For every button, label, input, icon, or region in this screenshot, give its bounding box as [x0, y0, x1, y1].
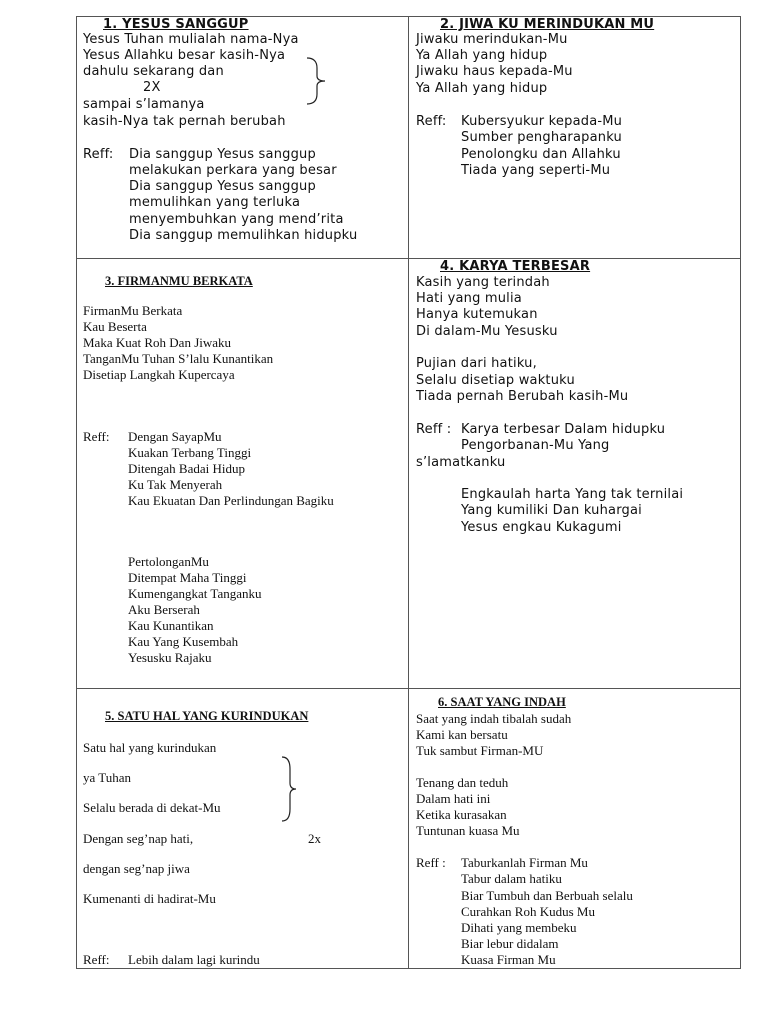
- song-1-reff-label: Reff:: [83, 147, 114, 162]
- song-3-reff-line: Kau Ekuatan Dan Perlindungan Bagiku: [128, 493, 334, 508]
- song-2-line: Ya Allah yang hidup: [416, 48, 548, 63]
- song-2-line: Ya Allah yang hidup: [416, 81, 548, 96]
- song-6-line: Ketika kurasakan: [416, 807, 507, 822]
- song-3-reff2-line: Ditempat Maha Tinggi: [128, 570, 247, 585]
- song-2-line: Jiwaku merindukan-Mu: [416, 32, 568, 47]
- song-5-reff-line: Lebih dalam lagi kurindu: [128, 952, 260, 967]
- song-4-reff-line: s’lamatkanku: [416, 455, 506, 470]
- song-3-reff-label: Reff:: [83, 429, 110, 444]
- song-6-reff-line: Dihati yang membeku: [461, 920, 577, 935]
- song-2-line: Jiwaku haus kepada-Mu: [416, 64, 573, 79]
- song-1-reff-line: memulihkan yang terluka: [129, 195, 301, 210]
- song-1-cell: [83, 16, 403, 256]
- song-6-line: Tuk sambut Firman-MU: [416, 743, 544, 758]
- song-6-line: Saat yang indah tibalah sudah: [416, 711, 572, 726]
- song-1-reff-line: Dia sanggup memulihkan hidupku: [129, 228, 358, 243]
- song-1-reff-line: menyembuhkan yang mend’rita: [129, 212, 344, 227]
- song-2-reff-label: Reff:: [416, 114, 447, 129]
- song-5-repeat: 2x: [308, 831, 321, 846]
- song-1-repeat: 2X: [143, 80, 161, 95]
- song-6-line: Kami kan bersatu: [416, 727, 508, 742]
- song-1-line: Yesus Allahku besar kasih-Nya: [83, 48, 286, 63]
- song-3-reff2-line: Yesusku Rajaku: [128, 650, 212, 665]
- song-3-line: Kau Beserta: [83, 319, 147, 334]
- song-3-cell: [83, 259, 403, 687]
- song-3-reff-line: Dengan SayapMu: [128, 429, 222, 444]
- song-3-reff-line: Ditengah Badai Hidup: [128, 461, 245, 476]
- song-4-reff2-line: Yang kumiliki Dan kuhargai: [461, 503, 642, 518]
- song-1-reff-line: Dia sanggup Yesus sanggup: [129, 179, 316, 194]
- song-3-reff2-line: PertolonganMu: [128, 554, 209, 569]
- column-divider: [408, 16, 409, 969]
- song-3-line: Disetiap Langkah Kupercaya: [83, 367, 235, 382]
- song-4-line: Hati yang mulia: [416, 291, 522, 306]
- song-4-line: Kasih yang terindah: [416, 275, 550, 290]
- song-3-reff-line: Ku Tak Menyerah: [128, 477, 223, 492]
- song-4-reff-line: Pengorbanan-Mu Yang: [461, 438, 610, 453]
- song-1-reff-line: melakukan perkara yang besar: [129, 163, 337, 178]
- song-5-brace: [279, 755, 299, 823]
- song-3-reff2-line: Kau Yang Kusembah: [128, 634, 239, 649]
- song-4-line: Hanya kutemukan: [416, 307, 538, 322]
- song-6-reff-line: Tabur dalam hatiku: [461, 871, 562, 886]
- song-2-title: 2. JIWA KU MERINDUKAN MU: [440, 17, 655, 32]
- song-5-line: dengan seg’nap jiwa: [83, 861, 190, 876]
- song-2-reff-line: Tiada yang seperti-Mu: [461, 163, 611, 178]
- song-5-title: 5. SATU HAL YANG KURINDUKAN: [105, 709, 309, 723]
- song-6-title: 6. SAAT YANG INDAH: [438, 695, 566, 709]
- song-1-line: sampai s’lamanya: [83, 97, 205, 112]
- song-1-line: kasih-Nya tak pernah berubah: [83, 114, 286, 129]
- song-4-line: Tiada pernah Berubah kasih-Mu: [416, 389, 629, 404]
- song-6-reff-line: Biar Tumbuh dan Berbuah selalu: [461, 888, 633, 903]
- song-2-reff-line: Penolongku dan Allahku: [461, 147, 621, 162]
- song-4-reff-line: Karya terbesar Dalam hidupku: [461, 422, 666, 437]
- song-6-reff-line: Curahkan Roh Kudus Mu: [461, 904, 595, 919]
- song-6-reff-line: Biar lebur didalam: [461, 936, 559, 951]
- song-4-line: Selalu disetiap waktuku: [416, 373, 575, 388]
- song-3-reff2-line: Aku Berserah: [128, 602, 200, 617]
- song-2-reff-line: Kubersyukur kepada-Mu: [461, 114, 623, 129]
- song-1-brace: [303, 56, 327, 106]
- song-3-line: Maka Kuat Roh Dan Jiwaku: [83, 335, 232, 350]
- song-1-reff-line: Dia sanggup Yesus sanggup: [129, 147, 316, 162]
- song-4-reff2-line: Yesus engkau Kukagumi: [461, 520, 622, 535]
- song-4-reff-label: Reff :: [416, 422, 452, 437]
- song-5-line: Satu hal yang kurindukan: [83, 740, 217, 755]
- song-6-reff-line: Taburkanlah Firman Mu: [461, 855, 588, 870]
- song-6-reff-label: Reff :: [416, 855, 446, 870]
- song-4-cell: [416, 259, 736, 687]
- song-6-reff-line: Kuasa Firman Mu: [461, 952, 556, 967]
- song-5-line: Kumenanti di hadirat-Mu: [83, 891, 216, 906]
- song-4-line: Di dalam-Mu Yesusku: [416, 324, 558, 339]
- song-5-line: Dengan seg’nap hati,: [83, 831, 194, 846]
- song-6-line: Dalam hati ini: [416, 791, 491, 806]
- song-1-line: dahulu sekarang dan: [83, 64, 224, 79]
- song-4-line: Pujian dari hatiku,: [416, 356, 537, 371]
- song-5-line: ya Tuhan: [83, 770, 132, 785]
- song-6-cell: [416, 689, 736, 968]
- song-1-title: 1. YESUS SANGGUP: [103, 17, 249, 32]
- song-4-title: 4. KARYA TERBESAR: [440, 259, 591, 274]
- song-5-line: Selalu berada di dekat-Mu: [83, 800, 221, 815]
- song-2-cell: [416, 16, 736, 256]
- song-3-reff2-line: Kau Kunantikan: [128, 618, 214, 633]
- song-6-line: Tenang dan teduh: [416, 775, 509, 790]
- song-2-reff-line: Sumber pengharapanku: [461, 130, 622, 145]
- song-6-line: Tuntunan kuasa Mu: [416, 823, 520, 838]
- song-3-reff2-line: Kumengangkat Tanganku: [128, 586, 262, 601]
- song-3-line: FirmanMu Berkata: [83, 303, 183, 318]
- song-1-line: Yesus Tuhan mulialah nama-Nya: [83, 32, 299, 47]
- song-3-title: 3. FIRMANMU BERKATA: [105, 274, 253, 288]
- song-5-reff-label: Reff:: [83, 952, 110, 967]
- song-4-reff2-line: Engkaulah harta Yang tak ternilai: [461, 487, 684, 502]
- song-3-reff-line: Kuakan Terbang Tinggi: [128, 445, 252, 460]
- song-3-line: TanganMu Tuhan S’lalu Kunantikan: [83, 351, 274, 366]
- song-5-cell: [83, 689, 403, 968]
